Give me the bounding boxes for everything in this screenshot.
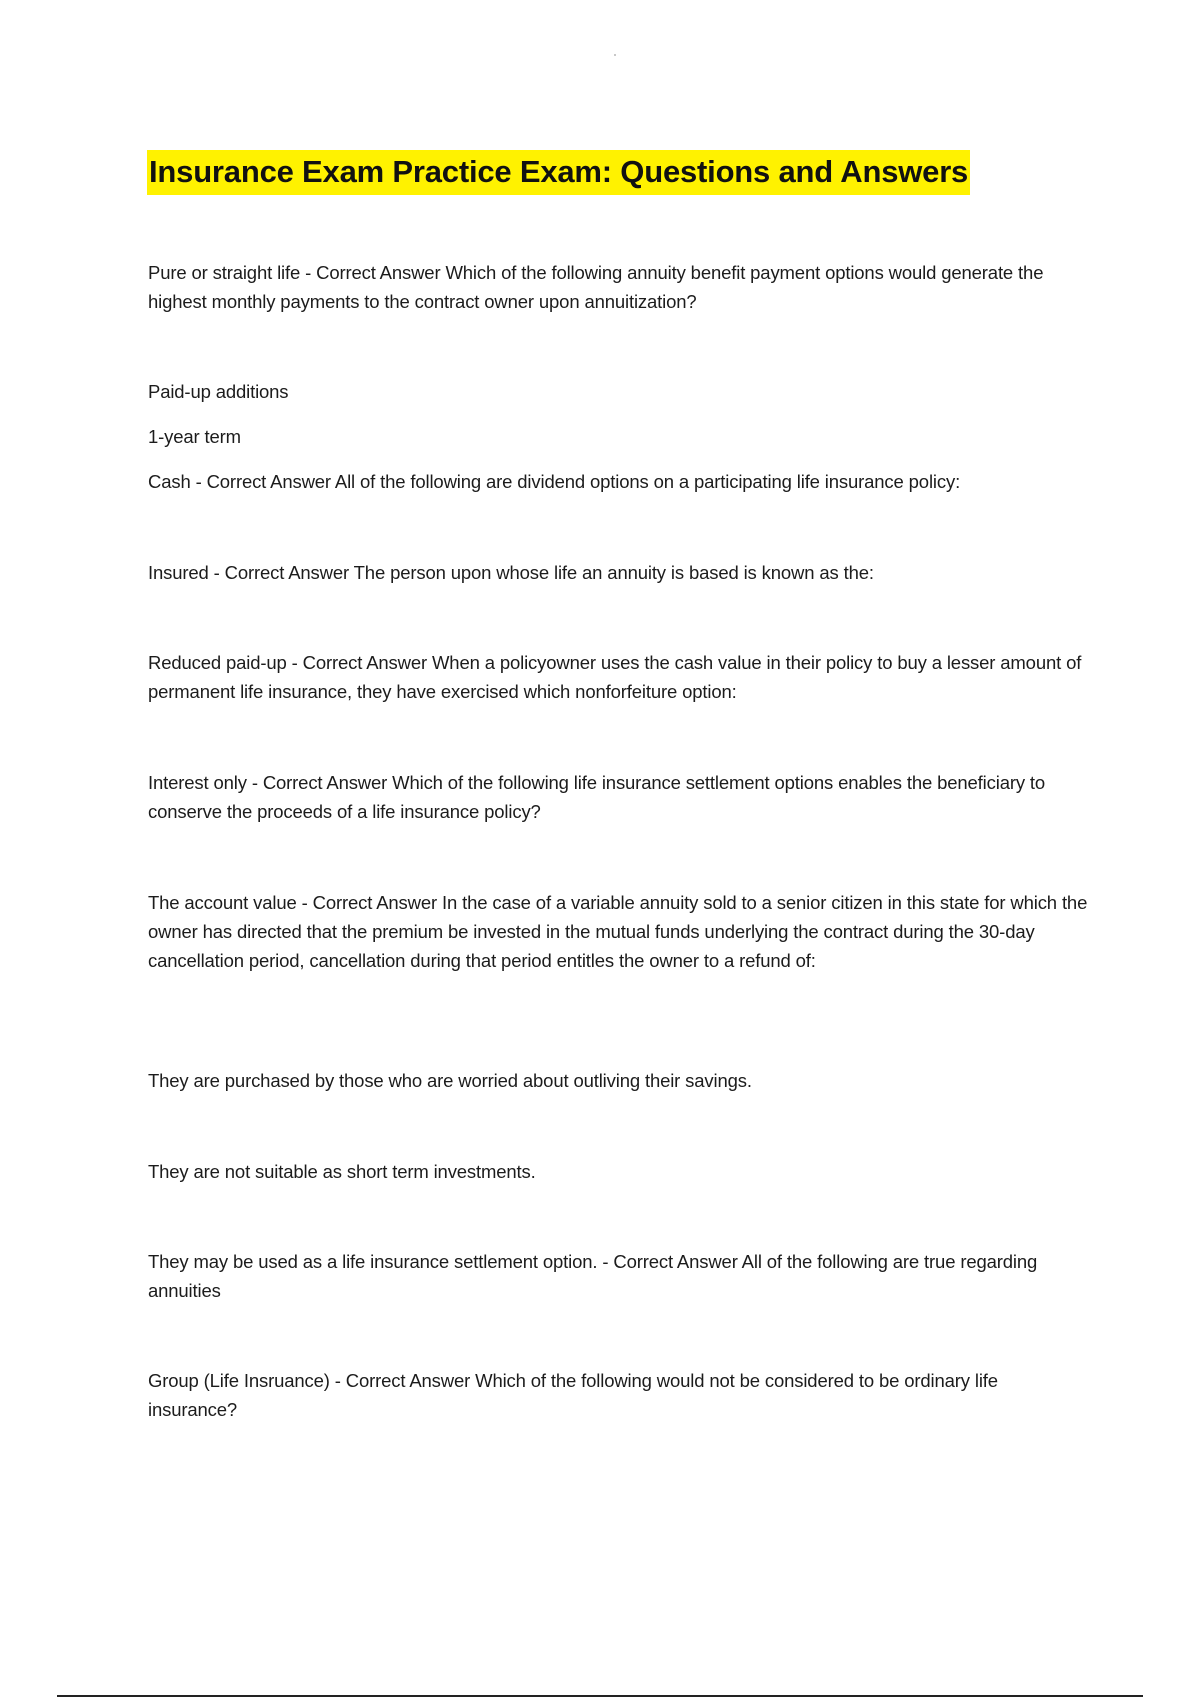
qa-paragraph: Group (Life Insruance) - Correct Answer Which of the following would not be considered to be ordinary life insurance? bbox=[148, 1370, 998, 1420]
qa-paragraph: 1-year term bbox=[148, 426, 241, 447]
page-title: Insurance Exam Practice Exam: Questions and Answers bbox=[147, 150, 970, 195]
page-bottom-rule bbox=[57, 1695, 1143, 1697]
qa-paragraph: Pure or straight life - Correct Answer Which of the following annuity benefit payment options would generate the highest monthly payments to the contract owner upon annuitization? bbox=[148, 262, 1044, 312]
qa-paragraph: Insured - Correct Answer The person upon whose life an annuity is based is known as the: bbox=[148, 562, 874, 583]
qa-paragraph: Paid-up additions bbox=[148, 381, 289, 402]
qa-paragraph: They may be used as a life insurance settlement option. - Correct Answer All of the following are true regarding annuities bbox=[148, 1251, 1038, 1301]
qa-paragraph: Cash - Correct Answer All of the following are dividend options on a participating life insurance policy: bbox=[148, 471, 961, 492]
qa-paragraph: Reduced paid-up - Correct Answer When a policyowner uses the cash value in their policy to buy a lesser amount of permanent life insurance, they have exercised which nonforfeiture option: bbox=[148, 652, 1082, 702]
qa-paragraph: They are not suitable as short term investments. bbox=[148, 1161, 536, 1182]
scan-speck bbox=[614, 54, 616, 56]
qa-paragraph: Interest only - Correct Answer Which of the following life insurance settlement options enables the beneficiary to conserve the proceeds of a life insurance policy? bbox=[148, 772, 1046, 822]
qa-paragraph: They are purchased by those who are worried about outliving their savings. bbox=[148, 1070, 752, 1091]
qa-paragraph: The account value - Correct Answer In the case of a variable annuity sold to a senior citizen in this state for which the owner has directed that the premium be invested in the mutual funds underlying the contract during the 30-day cancellation period, cancellation during that period entitles the owner to a refund of: bbox=[148, 892, 1088, 971]
